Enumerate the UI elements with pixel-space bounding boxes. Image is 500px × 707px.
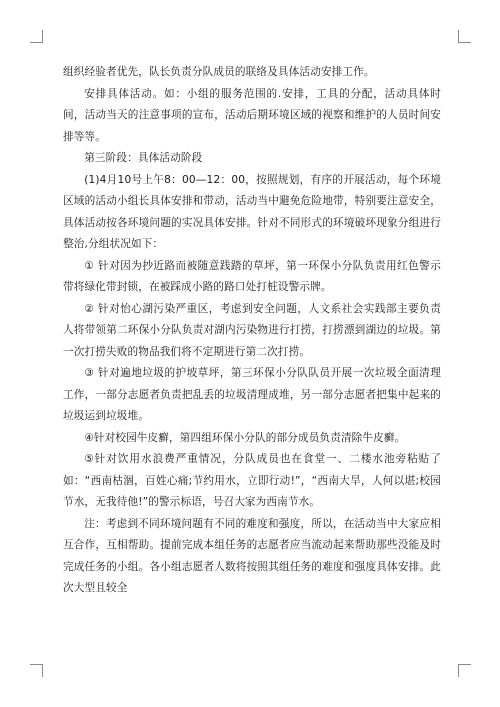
crop-mark-top-right xyxy=(458,30,471,43)
crop-mark-top-left xyxy=(30,30,43,43)
crop-mark-bottom-right xyxy=(458,664,471,677)
crop-mark-bottom-left xyxy=(30,664,43,677)
document-body xyxy=(63,62,441,600)
list-item: ④针对校园牛皮癣，第四组环保小分队的部分成员负责清除牛皮癣。 xyxy=(84,431,406,444)
list-item: ③ 针对遍地垃圾的护坡草坪，第三环保小分队队员开展一次垃圾全面清理工作，一部分志愿者负责把乱丢的垃圾清理成堆，另一部分志愿者把集中起来的垃圾运到垃圾堆。 xyxy=(63,367,441,422)
list-item: ② 针对怡心湖污染严重区，考虑到安全问题，人文系社会实践部主要负责人将带领第二环保小分队负责对湖内污染物进行打捞，打捞漂到湖边的垃圾。第一次打捞失败的物品我们将不定期进行第二次打捞。 xyxy=(63,302,441,358)
paragraph: 组织经验者优先，队长负责分队成员的联络及具体活动安排工作。 xyxy=(63,66,375,78)
note-paragraph: 注：考虑到不同环境问题有不同的难度和强度，所以，在活动当中大家应相互合作，互相帮助。提前完成本组任务的志愿者应当流动起来帮助那些没能及时完成任务的小组。各小组志愿者人数将按照其组任务的难度和强度具体安排。此次大型且较全 xyxy=(63,517,441,594)
paragraph: 安排具体活动。如：小组的服务范围的.安排，工具的分配，活动具体时间，活动当天的注意事项的宣布，活动后期环境区域的视察和维护的人员时间安排等等。 xyxy=(63,87,441,143)
list-item: ① 针对因为抄近路而被随意践踏的草坪，第一环保小分队负责用红色警示带将绿化带封锁，在被踩成小路的路口处打桩设警示牌。 xyxy=(63,259,441,293)
paragraph: (1)4月10号上午8：00—12：00，按照规划，有序的开展活动，每个环境区域的活动小组长具体安排和带动，活动当中避免危险地带，特别要注意安全，具体活动按各环境问题的实况具体安排。针对不同形式的环境破坏现象分组进行整治,分组状况如下： xyxy=(63,173,441,250)
section-heading: 第三阶段：具体活动阶段 xyxy=(84,152,203,164)
list-item: ⑤针对饮用水浪费严重情况，分队成员也在食堂一、二楼水池旁粘贴了如：“西南枯涸，百姓心痛;节约用水，立即行动!”，“西南大旱，人何以堪;校园节水，无我待他!”的警示标语，号召大家为西南节水。 xyxy=(63,453,441,508)
